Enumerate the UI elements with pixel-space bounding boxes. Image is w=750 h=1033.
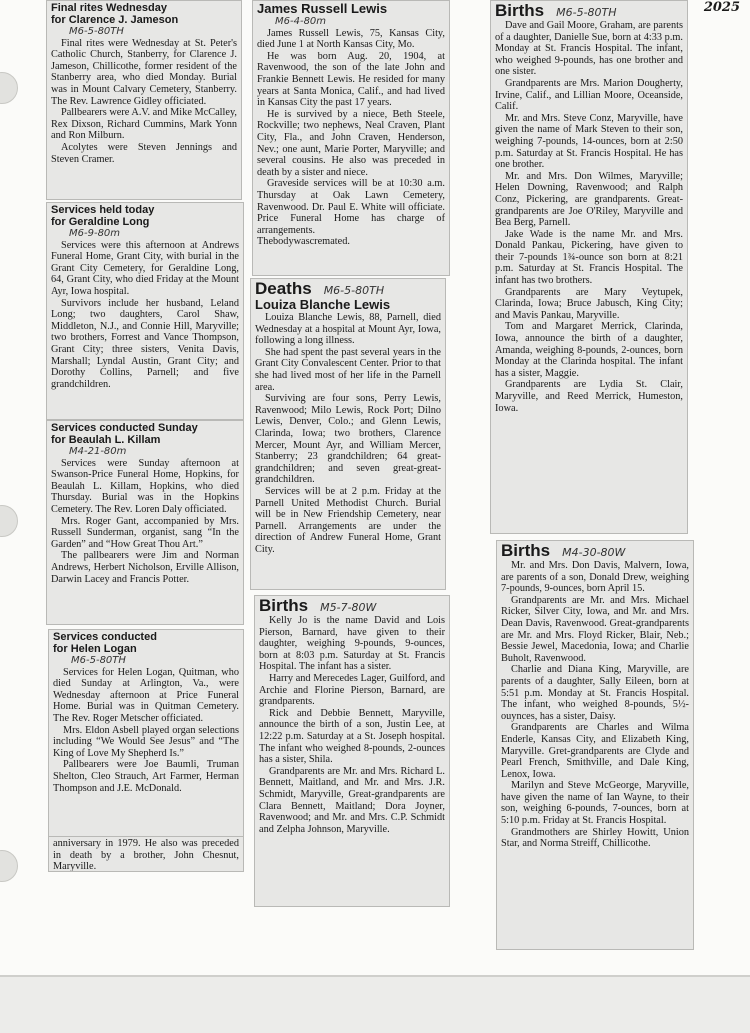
paragraph: Graveside services will be at 10:30 a.m. Thursday at Oak Lawn Cemetery, Ravenwood. Dr. Paul E. White will officiate. Price Funeral Home has charge of arrangements. (257, 178, 445, 236)
paragraph: Kelly Jo is the name David and Lois Pierson, Barnard, have given to their daughter, weighing 9-pounds, 9-ounces, born at 8:03 p.m. Saturday at St. Francis Hospital. The infant has a sister. (259, 615, 445, 673)
clipping-long (46, 202, 244, 420)
paragraph: She had spent the past several years in the Grant City Convalescent Center. Prior to that she had lived most of her life in the Parnell area. (255, 346, 441, 393)
paragraph: Tom and Margaret Merrick, Clarinda, Iowa, announce the birth of a daughter, Amanda, weighing 8-pounds, 2-ounces, born Monday at the Clarinda hospital. The infant has a sister, Maggie. (495, 321, 683, 379)
paragraph: Grandparents are Charles and Wilma Enderle, Kansas City, and Elizabeth King, Maryville. Gret-grandparents are Clyde and Pearl French, Smithville, and Dale King, Lenox, Iowa. (501, 722, 689, 780)
paragraph: Mr. and Mrs. Don Davis, Malvern, Iowa, are parents of a son, Donald Drew, weighing 7-pounds, 9-ounces, born April 15. (501, 560, 689, 595)
headline-line-1: Services conducted Sunday (51, 422, 198, 434)
scan-background (0, 977, 750, 1033)
paragraph: Dave and Gail Moore, Graham, are parents of a daughter, Danielle Sue, born at 4:33 p.m. Monday at St. Francis Hospital. The infant, who weighed 9-pounds, has one brother and one sister. (495, 20, 683, 78)
handwritten-date: M6-4-80m (275, 16, 327, 27)
paragraph: James Russell Lewis, 75, Kansas City, died June 1 at North Kansas City, Mo. (257, 27, 445, 51)
clipping-logan (48, 629, 244, 837)
paragraph: Harry and Merecedes Lager, Guilford, and Archie and Florine Pierson, Barnard, are grandparents. (259, 672, 445, 708)
handwritten-date: M6-5-80TH (323, 284, 385, 297)
paragraph: Services were this afternoon at Andrews Funeral Home, Grant City, with burial in the Grant City Cemetery, for Geraldine Long, 64, Grant City, who died Friday at the Mount Ayr, Iowa hospital. (51, 239, 239, 297)
headline-line-2: for Geraldine Long (51, 216, 150, 228)
handwritten-date: M6-5-80TH (71, 655, 126, 666)
paragraph: Grandparents are Mary Veytupek, Clarinda, Iowa; Bruce Jabusch, King City; and Mavis Pankau, Maryville. (495, 286, 683, 321)
paragraph: Grandparents are Mrs. Marion Dougherty, Irvine, Calif., and Lillian Moore, Oceanside, Calif. (495, 77, 683, 113)
clipping-james-lewis (252, 0, 450, 276)
paragraph: Grandparents are Mr. and Mrs. Richard L. Bennett, Maitland, and Mr. and Mrs. J.R. Schmidt, Maryville, Great-grandparents are Clara Bennett, Maitland; Dora Joyner, Ravenwood; and Mr. and Mrs. C.P. Schmidt and Zelpha Johnson, Maryville. (259, 765, 445, 835)
clipping-louiza-lewis (250, 278, 446, 590)
paragraph: anniversary in 1979. He also was preceded in death by a brother, John Chesnut, Maryville. (53, 838, 239, 872)
paragraph: Mrs. Roger Gant, accompanied by Mrs. Russell Sunderman, organist, sang “In the Garden” and “How Great Thou Art.” (51, 515, 239, 550)
clipping-births-june (490, 0, 688, 534)
paragraph: Jake Wade is the name Mr. and Mrs. Donald Pankau, Pickering, have given to their 7-pounds 1¾-ounce son born at 8:21 p.m. Saturday at St. Francis Hospital. The infant has two brothers. (495, 228, 683, 287)
punch-hole (0, 505, 18, 537)
paragraph: Mr. and Mrs. Don Wilmes, Maryville; Helen Downing, Ravenwood; and Ralph Conz, Pickering, are grandparents. Great-grandparents are Joe O'Riley, Maryville and Bea Berg, Parnell. (495, 170, 683, 229)
page-number: 2025 (703, 0, 740, 15)
clipping-jameson (46, 0, 242, 200)
paragraph: Pallbearers were Joe Baumli, Truman Shelton, Cleo Strauch, Art Farmer, Herman Thompson and J.E. McDonald. (53, 759, 239, 794)
clipping-fragment (48, 836, 244, 872)
clipping-births-april (496, 540, 694, 950)
paragraph: Services will be at 2 p.m. Friday at the Parnell United Methodist Church. Burial will be in New Friendship Cemetery, near Parnell. Arrangements are under the direction of Andrew Funeral Home, Grant City. (255, 485, 441, 555)
headline: James Russell Lewis (257, 1, 388, 16)
paragraph: The pallbearers were Jim and Norman Andrews, Herbert Nicholson, Erville Allison, Darwin Lacey and Francis Potter. (51, 550, 239, 585)
paragraph: Thebodywascremated. (257, 236, 350, 248)
headline-line-1: Services held today (51, 204, 155, 216)
headline-line-1: Final rites Wednesday (51, 2, 167, 14)
handwritten-date: M6-5-80TH (69, 26, 124, 37)
paragraph: Louiza Blanche Lewis, 88, Parnell, died Wednesday at a hospital at Mount Ayr, Iowa, following a long illness. (255, 312, 441, 347)
paragraph: Mrs. Eldon Asbell played organ selections including “We Would See Jesus” and “The King of Love My Shepherd Is.” (53, 724, 239, 759)
paragraph: Marilyn and Steve McGeorge, Maryville, have given the name of Ian Wayne, to their son, weighing 6-pounds, 7-ounces, born at 5:10 p.m. Friday at St. Francis Hospital. (501, 780, 689, 827)
paragraph: Grandmothers are Shirley Howitt, Union Star, and Norma Streiff, Chillicothe. (501, 826, 689, 850)
paragraph: Acolytes were Steven Jennings and Steven Cramer. (51, 141, 237, 165)
paragraph: Charlie and Diana King, Maryville, are parents of a daughter, Sally Eileen, born at 5:51 p.m. Monday at St. Francis Hospital. The infant, who weighed 8-pounds, 5½-ouynces, has a sister, Daisy. (501, 664, 689, 722)
paragraph: Survivors include her husband, Leland Long; two daughters, Carol Shaw, Middleton, N.J., and Connie Hill, Maryville; two brothers, Forrest and Vance Thompson, Grant City; three sisters, Venita Davis, Marshall; Lyndal Austin, Grant City; and Dorothy Collins, Parnell; and five grandchildren. (51, 297, 239, 390)
clipping-births-may (254, 595, 450, 907)
paragraph: Grandparents are Lydia St. Clair, Maryville, and Reed Merrick, Humeston, Iowa. (495, 379, 683, 414)
paragraph: Final rites were Wednesday at St. Peter's Catholic Church, Stanberry, for Clarence J. Jameson, Chillicothe, former resident of the Stanberry area, who died Monday. Burial was in Mount Calvary Cemetery, Stanberry. The Rev. Lawrence Gidley officiated. (51, 37, 237, 107)
paragraph: Pallbearers were A.V. and Mike McCalley, Rex Dixson, Richard Cummins, Mark Yonn and Ron Milburn. (51, 107, 237, 142)
headline: Louiza Blanche Lewis (255, 297, 391, 312)
headline-line-2: for Helen Logan (53, 643, 137, 655)
paragraph: Grandparents are Mr. and Mrs. Michael Ricker, Silver City, Iowa, and Mr. and Mrs. Dean Davis, Ravenwood. Great-grandparents are Mr. and Mrs. Floyd Ricker, Blair, Neb.; Bessie Jewel, Macedonia, Iowa; and Charlie Buholt, Ravenwood. (501, 594, 689, 664)
section-header: Births (495, 1, 545, 20)
handwritten-date: M6-5-80TH (556, 6, 617, 19)
handwritten-date: M4-30-80W (562, 546, 626, 559)
handwritten-date: M5-7-80W (320, 601, 377, 614)
paragraph: Surviving are four sons, Perry Lewis, Ravenwood; Milo Lewis, Rock Port; Dilno Lewis, Denver, Colo.; and Glenn Lewis, Clarinda, Iowa; two brothers, Clarence Mercer, Mount Ayr, and William Mercer, Stanberry; 23 grandchildren; 64 great-grandchildren; and seven great-great-grandchildren. (255, 393, 441, 486)
paragraph: Services for Helen Logan, Quitman, who died Sunday at Arlington, Va., were Wednesday afternoon at Price Funeral Home. Burial was in Quitman Cemetery. The Rev. Roger Metscher officiated. (53, 666, 239, 724)
headline-line-2: for Beaulah L. Killam (51, 434, 161, 446)
paragraph: He was born Aug. 20, 1904, at Ravenwood, the son of the late John and Frankie Bennett Lewis. He resided for many years at Santa Monica, Calif., and had lived in Kansas City the past 17 years. (257, 50, 445, 109)
section-header: Births (501, 541, 551, 560)
handwritten-date: M4-21-80m (69, 446, 127, 457)
section-header: Births (259, 596, 309, 615)
paragraph: He is survived by a niece, Beth Steele, Rockville; two nephews, Neal Craven, Plant City, Fla., and John Craven, Henderson, Nev.; one aunt, Marie Porter, Maryville; and several cousins. He also was preceded in death by a sister and niece. (257, 108, 445, 178)
handwritten-date: M6-9-80m (69, 228, 121, 239)
punch-hole (0, 850, 18, 882)
headline-line-1: Services conducted (53, 631, 157, 643)
clipping-killam (46, 420, 244, 625)
paragraph: Rick and Debbie Bennett, Maryville, announce the birth of a son, Justin Lee, at 12:22 p.m. Saturday at a St. Joseph hospital. The infant who weighed 8-pounds, 2-ounces has a sister, Shila. (259, 707, 445, 766)
punch-hole (0, 72, 18, 104)
section-header: Deaths (255, 279, 312, 298)
paragraph: Services were Sunday afternoon at Swanson-Price Funeral Home, Hopkins, for Beaulah L. Killam, Hopkins, who died Thursday. Burial was in the Hopkins Cemetery. The Rev. Loren Daly officiated. (51, 457, 239, 515)
paragraph: Mr. and Mrs. Steve Conz, Maryville, have given the name of Mark Steven to their son, weighing 7-pounds, 14-ounces, born at 2:50 p.m. Saturday at St. Francis Hospital. He has one brother. (495, 112, 683, 171)
headline-line-2: for Clarence J. Jameson (51, 14, 179, 26)
